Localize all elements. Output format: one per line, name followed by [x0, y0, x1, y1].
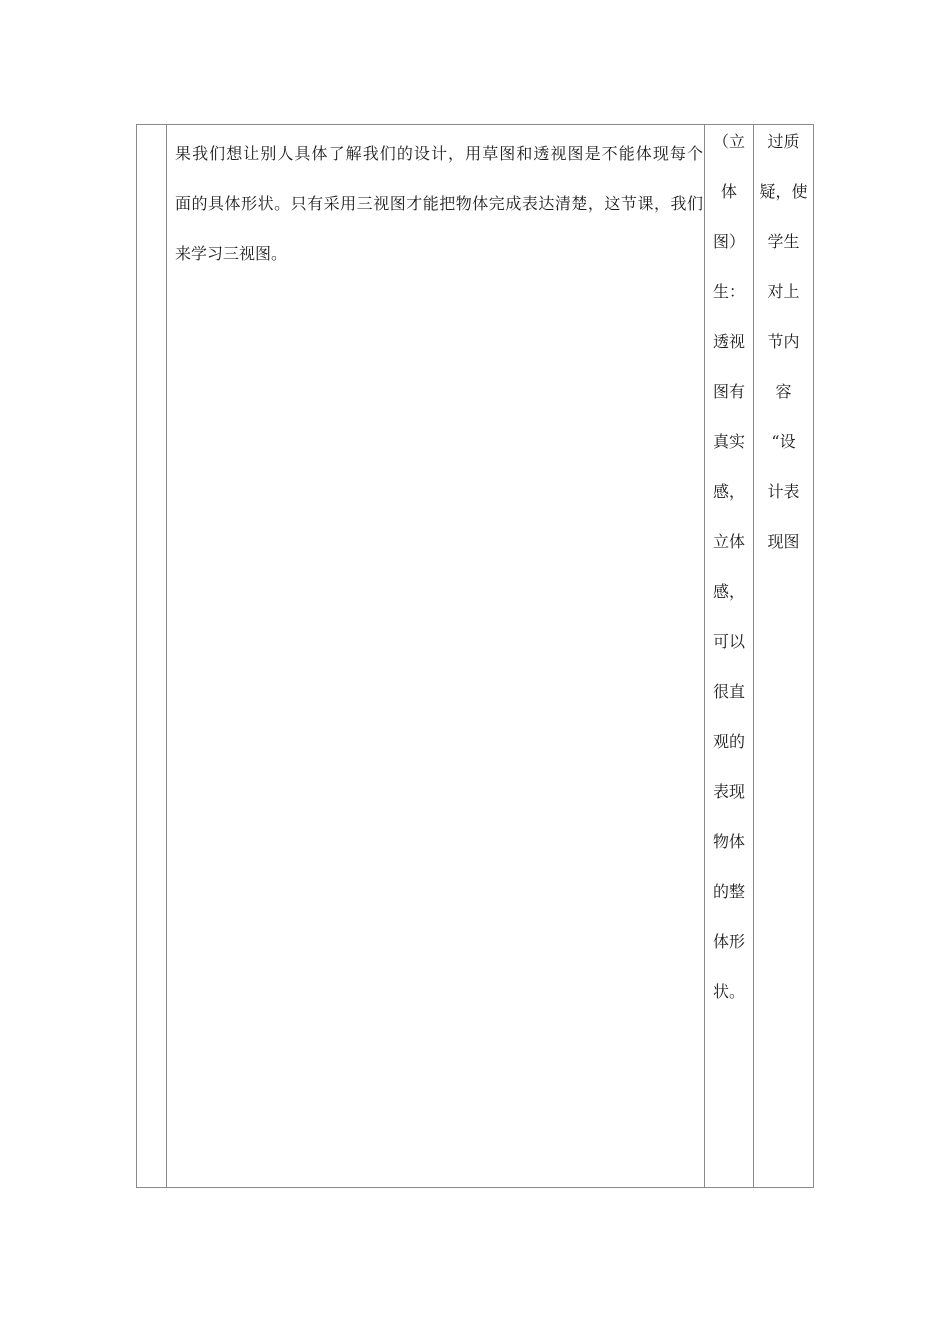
student-line: 体: [720, 182, 737, 201]
student-line: 真实: [712, 432, 745, 451]
student-line: 立体: [712, 532, 745, 551]
teaching-content-cell: [167, 125, 705, 1187]
student-line: 图有: [712, 382, 745, 401]
student-line: 图）: [712, 232, 745, 251]
intent-line: 过质: [767, 132, 800, 151]
student-line: 状。: [712, 982, 745, 1001]
student-line: 可以: [712, 632, 745, 651]
student-line: 很直: [712, 682, 745, 701]
lesson-table: [136, 124, 814, 1188]
paragraph-line: 面的具体形状。只有采用三视图才能把物体完成表达清楚，这节课，我们: [175, 194, 703, 213]
student-line: 体形: [712, 932, 745, 951]
design-intent-cell: [754, 125, 813, 1187]
blank-column: [137, 125, 167, 1187]
intent-line: 节内: [767, 332, 800, 351]
paragraph-line: 来学习三视图。: [175, 244, 288, 263]
design-intent-text: [754, 129, 813, 579]
intent-line: “设: [771, 432, 796, 451]
student-line: 感，: [712, 482, 745, 501]
intent-line: 计表: [767, 482, 800, 501]
student-line: 生：: [712, 282, 745, 301]
student-line: 感，: [712, 582, 745, 601]
intent-line: 学生: [767, 232, 800, 251]
student-line: （立: [712, 132, 745, 151]
student-activity-text: [705, 129, 753, 1029]
intent-line: 现图: [767, 532, 800, 551]
teaching-paragraph: [175, 129, 703, 279]
intent-line: 疑，使: [759, 182, 808, 201]
student-line: 的整: [712, 882, 745, 901]
student-line: 物体: [712, 832, 745, 851]
student-activity-cell: [705, 125, 754, 1187]
intent-line: 对上: [767, 282, 800, 301]
paragraph-line: 果我们想让别人具体了解我们的设计，用草图和透视图是不能体现每个: [175, 144, 703, 163]
student-line: 透视: [712, 332, 745, 351]
student-line: 观的: [712, 732, 745, 751]
intent-line: 容: [775, 382, 792, 401]
student-line: 表现: [712, 782, 745, 801]
